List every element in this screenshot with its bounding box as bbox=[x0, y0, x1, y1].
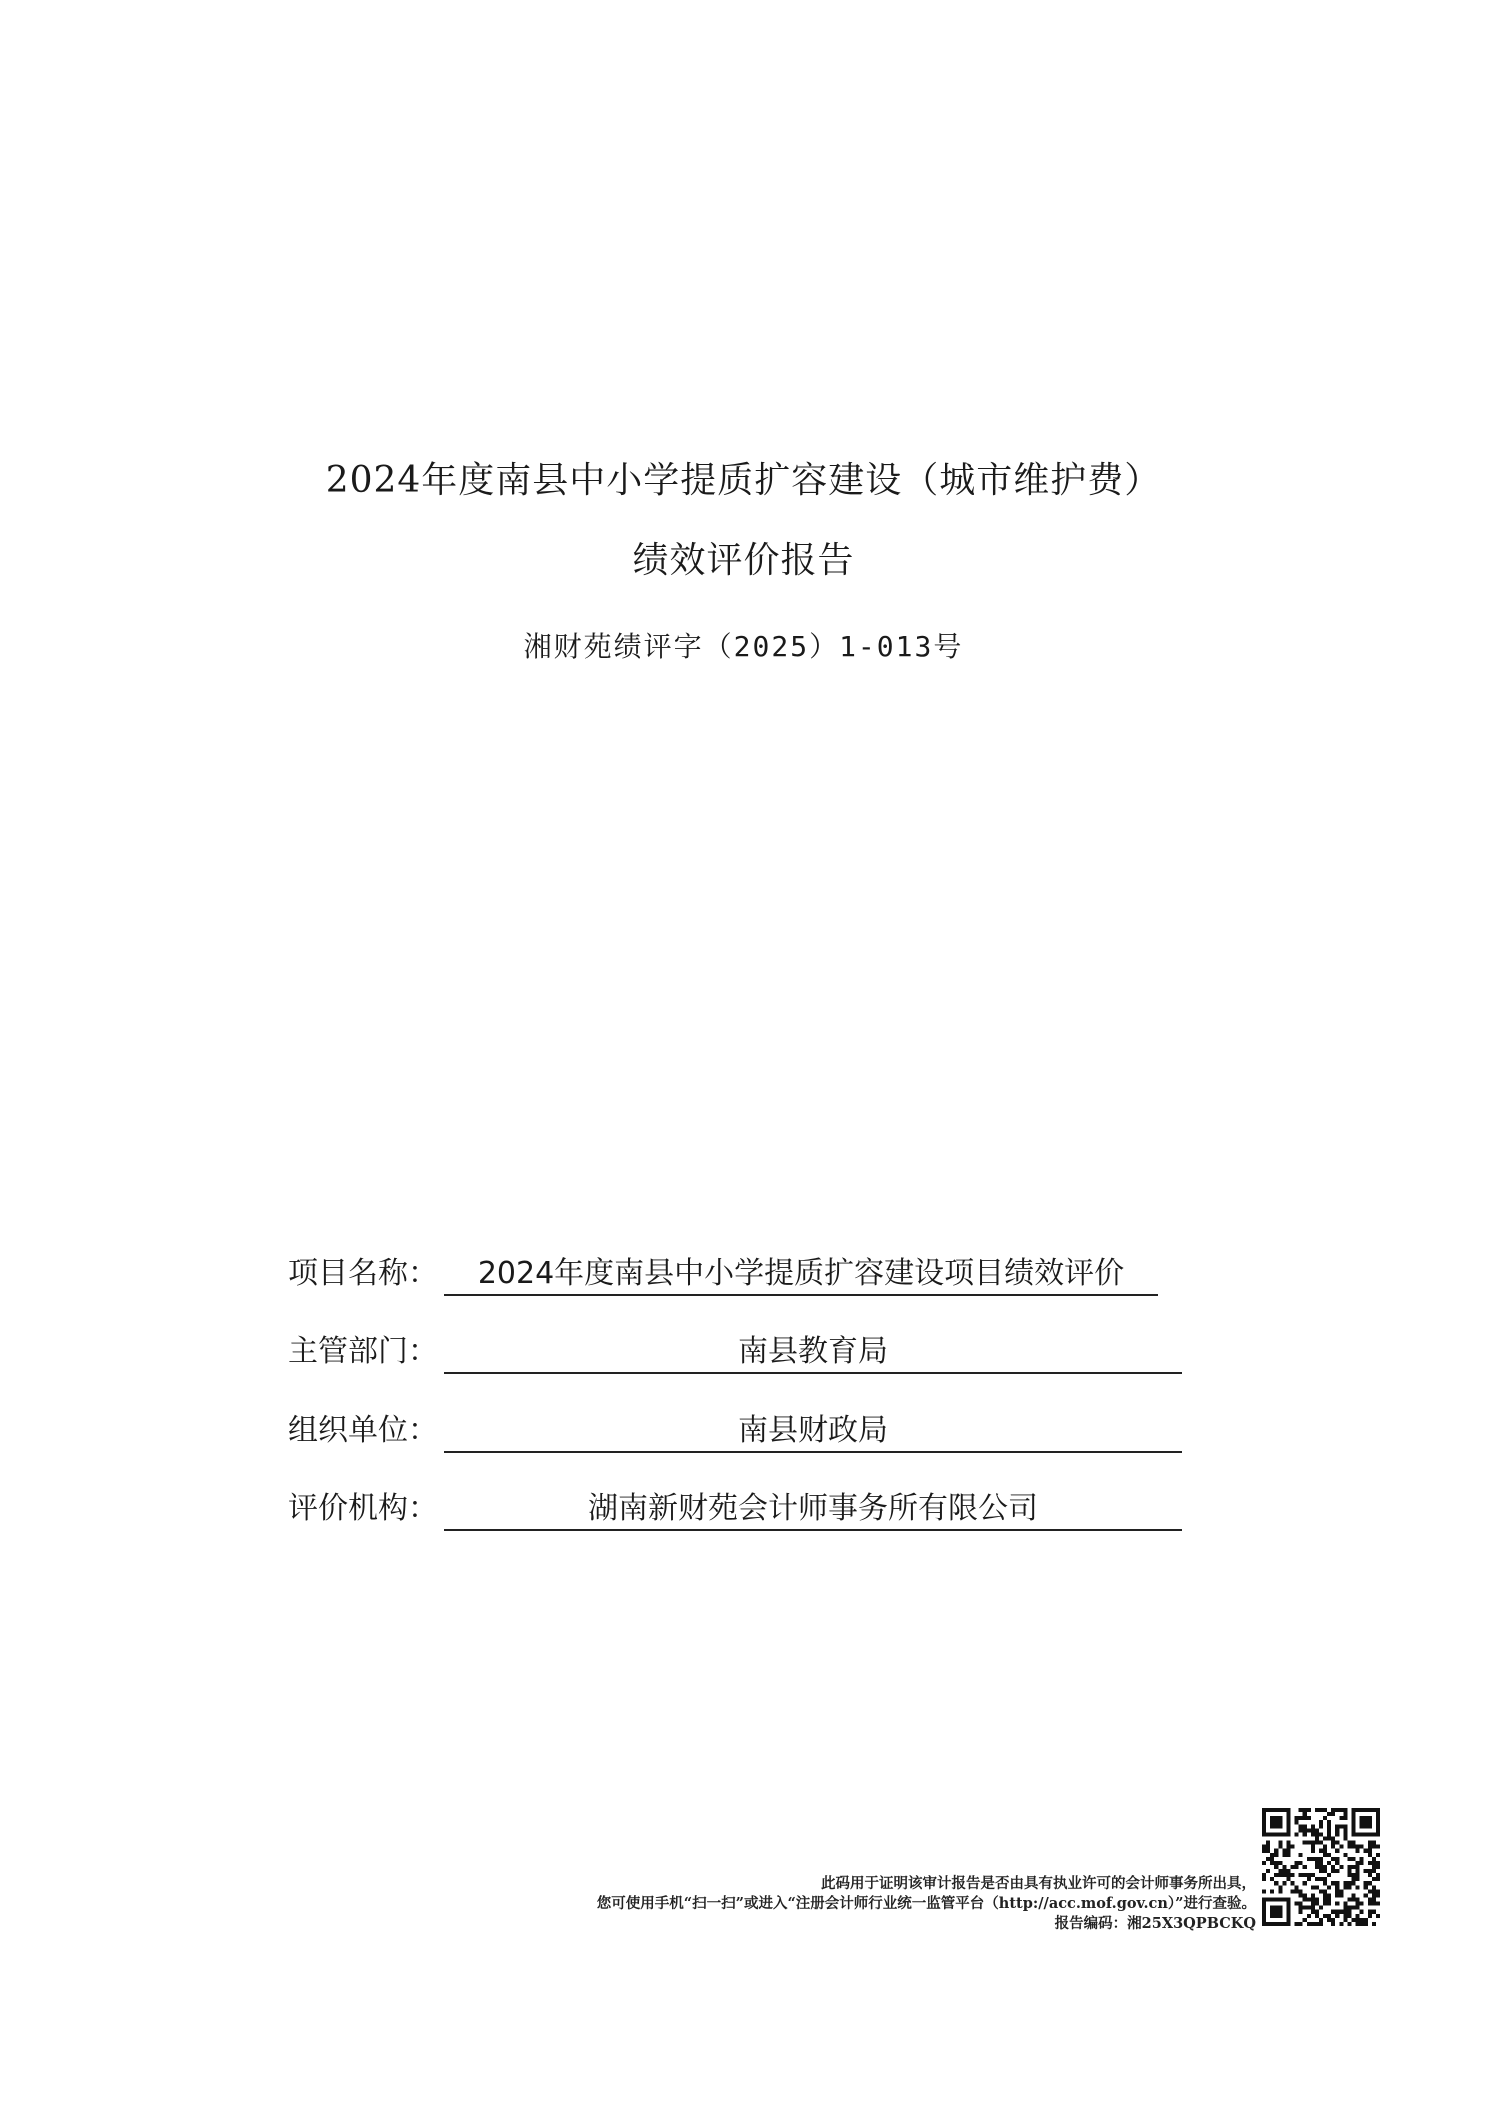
organizing-unit-row bbox=[288, 1409, 1188, 1453]
verification-note-line-2: 您可使用手机“扫一扫”或进入“注册会计师行业统一监管平台（http://acc.mof.gov.cn）”进行查验。 bbox=[596, 1895, 1256, 1912]
report-title-line-1: 2024年度南县中小学提质扩容建设（城市维护费） bbox=[325, 460, 1162, 501]
supervising-department-label: 主管部门： bbox=[288, 1334, 438, 1369]
qr-code-icon[interactable] bbox=[1262, 1808, 1380, 1926]
report-title-line-2: 绩效评价报告 bbox=[632, 540, 855, 581]
project-name-value: 2024年度南县中小学提质扩容建设项目绩效评价 bbox=[444, 1252, 1158, 1296]
supervising-department-value: 南县教育局 bbox=[444, 1330, 1182, 1374]
evaluation-agency-row bbox=[288, 1487, 1188, 1531]
evaluation-agency-value: 湖南新财苑会计师事务所有限公司 bbox=[444, 1487, 1182, 1531]
document-number: 湘财苑绩评字（2025）1-013号 bbox=[523, 630, 964, 663]
project-name-label: 项目名称： bbox=[288, 1256, 438, 1291]
organizing-unit-label: 组织单位： bbox=[288, 1413, 438, 1448]
organizing-unit-value: 南县财政局 bbox=[444, 1409, 1182, 1453]
project-name-row bbox=[288, 1252, 1188, 1296]
supervising-department-row bbox=[288, 1330, 1188, 1374]
evaluation-agency-label: 评价机构： bbox=[288, 1491, 438, 1526]
verification-note-line-1: 此码用于证明该审计报告是否由具有执业许可的会计师事务所出具， bbox=[821, 1875, 1256, 1892]
verification-note-line-3: 报告编码：湘25X3QPBCKQ bbox=[1054, 1915, 1256, 1932]
